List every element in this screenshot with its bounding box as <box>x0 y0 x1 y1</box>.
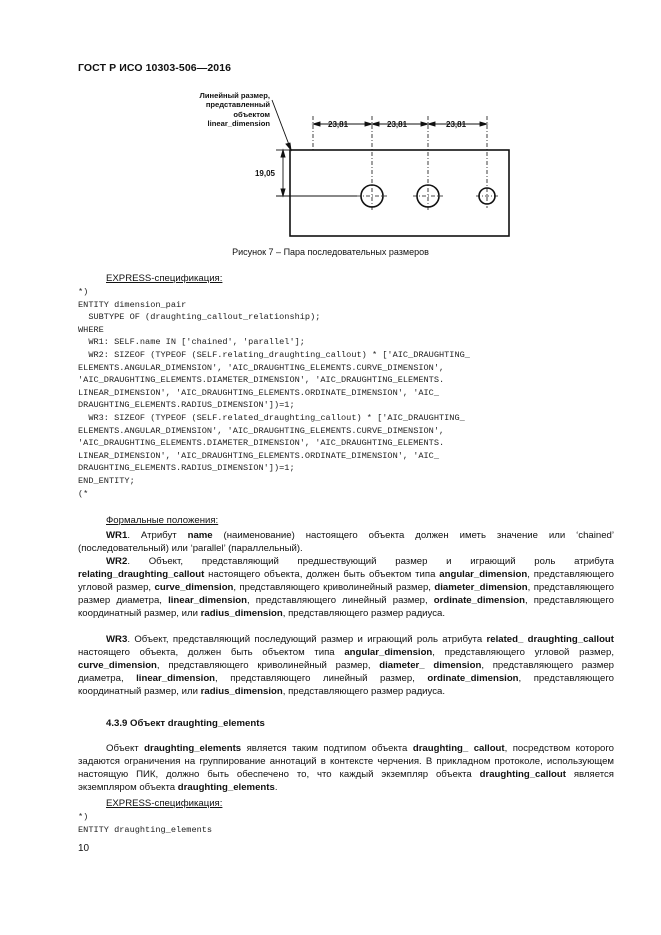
bold-term: ordinate_dimension <box>427 673 519 685</box>
express-spec-label: EXPRESS-спецификация: <box>106 798 223 809</box>
text-run: . Объект, представляющий предшествующий размер и играющий роль атрибута <box>127 556 614 567</box>
text-run: (наименование) настоящего объекта должен иметь значение или ‘chained’ (последовательный) или ‘parallel’ (параллельный). <box>78 530 615 555</box>
text-run: , представляющего криволинейный размер, <box>233 582 435 594</box>
figure-dimension-pair <box>150 88 530 248</box>
text-run: . <box>274 782 278 794</box>
code-block: *) ENTITY dimension_pair SUBTYPE OF (draughting_callout_relationship); WHERE WR1: SELF.name IN ['chained', 'parallel']; WR2: SIZEOF (TYPEOF (SELF.relating_draughting_callout) * ['AIC_DRAUGHTING_ ELEMENTS.ANGULAR_DIMENSION', 'AIC_DRAUGHTING_ELEMENTS.CURVE_DIMENSION', 'AIC_DRAUGHTING_ELEMENTS.DIAMETER_DIMENSION', 'AIC_DRAUGHTING_ELEMENTS. LINEAR_DIMENSION', 'AIC_DRAUGHTING_ELEMENTS.ORDINATE_DIMENSION', 'AIC_ DRAUGHTING_ELEMENTS.RADIUS_DIMENSION'])=1; WR3: SIZEOF (TYPEOF (SELF.related_draughting_callout) * ['AIC_DRAUGHTING_ ELEMENTS.ANGULAR_DIMENSION', 'AIC_DRAUGHTING_ELEMENTS.CURVE_DIMENSION', 'AIC_DRAUGHTING_ELEMENTS.DIAMETER_DIMENSION', 'AIC_DRAUGHTING_ELEMENTS. LINEAR_DIMENSION', 'AIC_DRAUGHTING_ELEMENTS.ORDINATE_DIMENSION', 'AIC_ DRAUGHTING_ELEMENTS.RADIUS_DIMENSION'])=1; END_ENTITY; (* <box>78 287 470 499</box>
text-run: , представляющего координатный размер, или <box>78 595 614 620</box>
text-run: Объект <box>106 743 145 754</box>
bold-term: relating_draughting_callout <box>78 569 205 581</box>
express-spec-label: EXPRESS-спецификация: <box>106 273 223 284</box>
dimension-text-1: 23,81 <box>328 120 349 129</box>
page-number: 10 <box>78 843 90 854</box>
code-block: *) ENTITY draughting_elements <box>78 812 213 835</box>
text-run: . Объект, представляющий последующий размер и играющий роль атрибута <box>127 634 487 645</box>
text-run: , представляющего линейный размер, <box>215 673 428 685</box>
text-run: , представляющего размер диаметра, <box>78 582 614 607</box>
bold-term: diameter_ dimension <box>379 660 482 672</box>
figure-caption: Рисунок 7 – Пара последовательных размеров <box>232 247 429 257</box>
paragraph-wr3 <box>78 633 614 698</box>
text-run: настоящего объекта, должен быть объектом типа <box>204 569 440 581</box>
document-header: ГОСТ Р ИСО 10303-506—2016 <box>78 62 232 74</box>
bold-term: draughting_callout <box>479 769 566 781</box>
bold-term: curve_dimension <box>154 582 234 594</box>
dimension-text-3: 23,81 <box>446 120 467 129</box>
dimension-text-2: 23,81 <box>387 120 408 129</box>
text-run: , представляющего размер радиуса. <box>282 608 446 620</box>
bold-term: name <box>187 530 213 541</box>
text-run: , представляющего криволинейный размер, <box>156 660 380 672</box>
vertical-dimension <box>276 150 357 196</box>
bold-term: diameter_dimension <box>434 582 528 594</box>
formal-propositions-label: Формальные положения: <box>106 515 219 526</box>
bold-term: radius_dimension <box>200 686 283 698</box>
callout-line: объектом <box>233 109 270 119</box>
figure-callout <box>178 91 270 128</box>
bold-term: radius_dimension <box>200 608 283 620</box>
bold-term: linear_dimension <box>168 595 247 607</box>
text-run: . Атрибут <box>127 530 188 541</box>
bold-term: WR3 <box>106 634 128 645</box>
bold-term: draughting_elements <box>177 782 275 794</box>
text-run: настоящего объекта, должен быть объектом типа <box>78 647 345 659</box>
bold-term: ordinate_dimension <box>433 595 525 607</box>
bold-term: linear_dimension <box>136 673 216 685</box>
bold-term: draughting_ callout <box>412 743 505 754</box>
dimension-text-height: 19,05 <box>254 169 275 178</box>
bold-term: angular_dimension <box>439 569 528 581</box>
bold-term: WR1 <box>106 530 128 541</box>
callout-line: Линейный размер, <box>199 91 270 100</box>
text-run: является экземпляром объекта <box>78 769 614 794</box>
callout-line: linear_dimension <box>207 118 270 128</box>
text-run: , представляющего угловой размер, <box>432 647 614 659</box>
bold-term: angular_dimension <box>344 647 433 659</box>
section-heading: 4.3.9 Объект draughting_elements <box>106 718 265 729</box>
bold-term: WR2 <box>106 556 128 567</box>
text-run: , посредством которого задаются ограничения на группирование аннотаций в контексте черчения. В прикладном протоколе, использующем настоящую ПИК, должно быть обеспечено то, что каждый экземпляр объекта <box>78 743 614 781</box>
paragraph-wr2 <box>78 555 614 620</box>
bold-term: related_ draughting_callout <box>486 634 614 645</box>
text-run: , представляющего размер диаметра, <box>78 660 615 685</box>
text-run: , представляющего координатный размер, или <box>78 673 614 698</box>
leader-line <box>272 100 291 150</box>
text-run: , представляющего размер радиуса. <box>282 686 446 698</box>
text-run: , представляющего угловой размер, <box>78 569 614 594</box>
text-run: , представляющего линейный размер, <box>247 595 434 607</box>
callout-line: представленный <box>205 100 270 110</box>
text-run: является таким подтипом объекта <box>241 743 413 754</box>
bold-term: draughting_elements <box>144 743 242 754</box>
paragraph-wr1 <box>78 529 614 555</box>
part-outline <box>290 150 509 236</box>
bold-term: curve_dimension <box>78 660 157 672</box>
center-lines <box>313 116 498 212</box>
section-paragraph <box>78 742 614 794</box>
